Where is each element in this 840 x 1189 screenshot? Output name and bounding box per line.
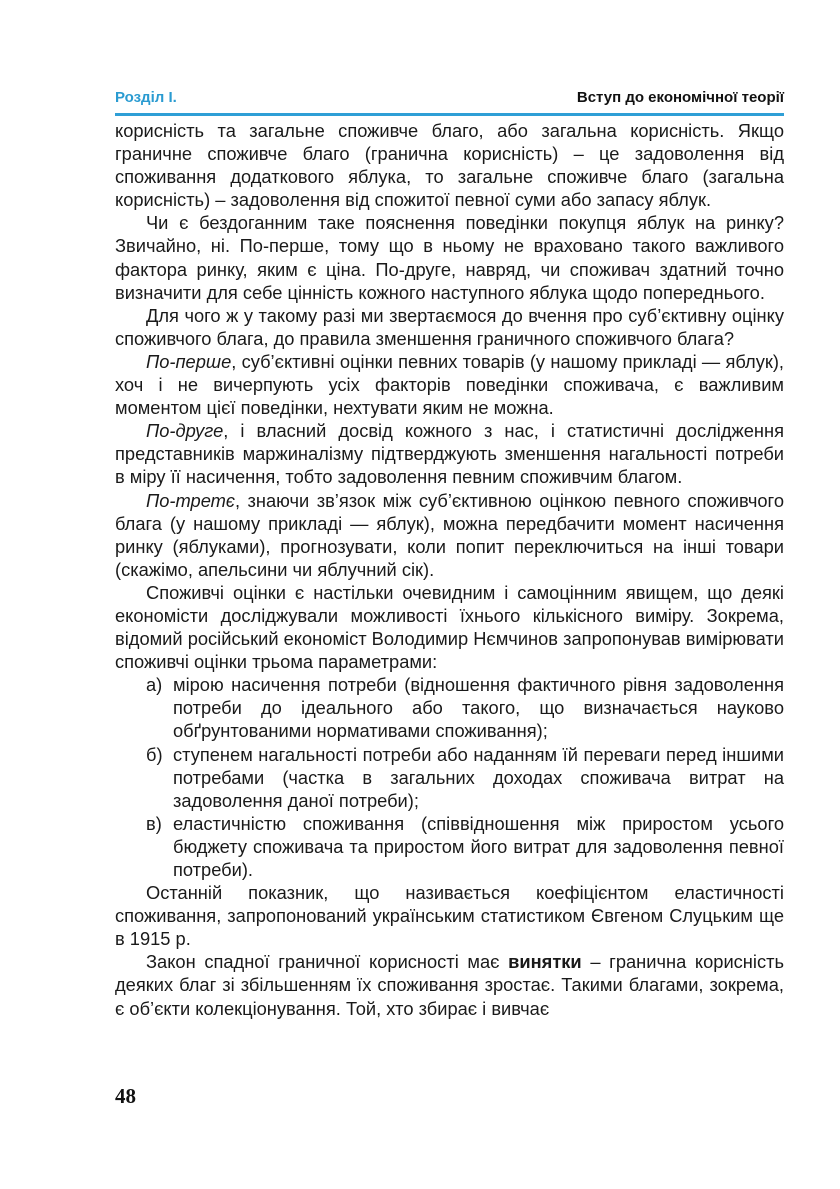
point-second-lead: По-друге xyxy=(146,420,224,442)
point-third-text: , знаючи зв’язок між суб’єктивною оцінкою певного споживчого блага (у нашому прикладі — яблук), можна передбачити момент насичення ринку (яблуками), прогнозувати, коли попит переключиться на інші товари (скажімо, апельсини чи яблучний сік). xyxy=(115,489,784,580)
list-item-text: ступенем нагальності потреби або наданням їй переваги перед іншими потребами (частка в загальних доходах споживача витрат на задоволення даної потреби); xyxy=(173,743,784,811)
exceptions-term: винятки xyxy=(508,951,582,973)
page-number: 48 xyxy=(115,1084,136,1108)
book-title: Вступ до економічної теорії xyxy=(576,89,784,106)
list-item xyxy=(115,812,784,881)
point-third xyxy=(115,489,784,581)
paragraph-nemchinov: Споживчі оцінки є настільки очевидним і самоцінним явищем, що деякі економісти досліджували можливості їхнього кількісного виміру. Зокрема, відомий російський економіст Володимир Нємчинов запропонував вимірювати споживчі оцінки трьома параметрами: xyxy=(115,581,784,673)
paragraph-apple-buyer: Чи є бездоганним таке пояснення поведінки покупця яблук на ринку? Звичайно, ні. По-перше, тому що в ньому не враховано такого важливого фактора ринку, яким є ціна. По-друге, навряд, чи споживач здатний точно визначити для себе цінність кожного наступного яблука щодо попереднього. xyxy=(115,212,784,303)
list-item xyxy=(115,743,784,812)
parameter-list xyxy=(115,673,784,881)
point-first-lead: По-перше xyxy=(146,350,232,372)
list-item xyxy=(115,673,784,742)
list-item-text: еластичністю споживання (співвідношення між приростом усього бюджету споживача та приростом його витрат для задоволення певної потреби). xyxy=(173,812,784,880)
list-marker: в) xyxy=(146,812,162,834)
paragraph-question: Для чого ж у такому разі ми звертаємося до вчення про суб’єктивну оцінку споживчого блага, до правила зменшення граничного споживчого блага? xyxy=(115,304,784,349)
exceptions-text-before: Закон спадної граничної корисності має xyxy=(146,951,509,973)
paragraph-utility-definition: корисність та загальне споживче благо, або загальна корисність. Якщо граничне споживче благо (гранична корисність) – це задоволення від споживання додаткового яблука, то загальне споживче благо (загальна корисність) – задоволення від спожитої певної суми або запасу яблук. xyxy=(115,120,784,211)
list-marker: а) xyxy=(146,674,163,696)
list-marker: б) xyxy=(146,743,163,765)
paragraph-exceptions xyxy=(115,950,784,1019)
exceptions-text-after: – гранична корисність деяких благ зі збільшенням їх споживання зростає. Такими благами, зокрема, є об’єкти колекціонування. Той, хто збирає і вивчає xyxy=(115,951,784,1019)
list-item-text: мірою насичення потреби (відношення фактичного рівня задоволення потреби до ідеального або такого, що визначається науково обґрунтованими нормативами споживання); xyxy=(173,674,784,742)
paragraph-elasticity: Останній показник, що називається коефіцієнтом еластичності споживання, запропонований українським статистиком Євгеном Слуцьким ще в 1915 р. xyxy=(115,882,784,950)
point-second-text: , і власний досвід кожного з нас, і статистичні дослідження представників маржиналізму підтверджують зменшення нагальності потреби в міру її насичення, тобто задоволення певним споживчим благом. xyxy=(115,420,784,488)
section-label: Розділ І. xyxy=(115,89,177,106)
running-header xyxy=(115,83,784,116)
body-text xyxy=(115,119,784,1020)
point-first-text: , суб’єктивні оцінки певних товарів (у нашому прикладі — яблук), хоч і не вичерпують усіх факторів поведінки споживача, є важливим моментом цієї поведінки, нехтувати яким не можна. xyxy=(115,350,784,419)
point-third-lead: По-третє xyxy=(146,489,235,511)
point-first xyxy=(115,350,784,419)
point-second xyxy=(115,419,784,488)
